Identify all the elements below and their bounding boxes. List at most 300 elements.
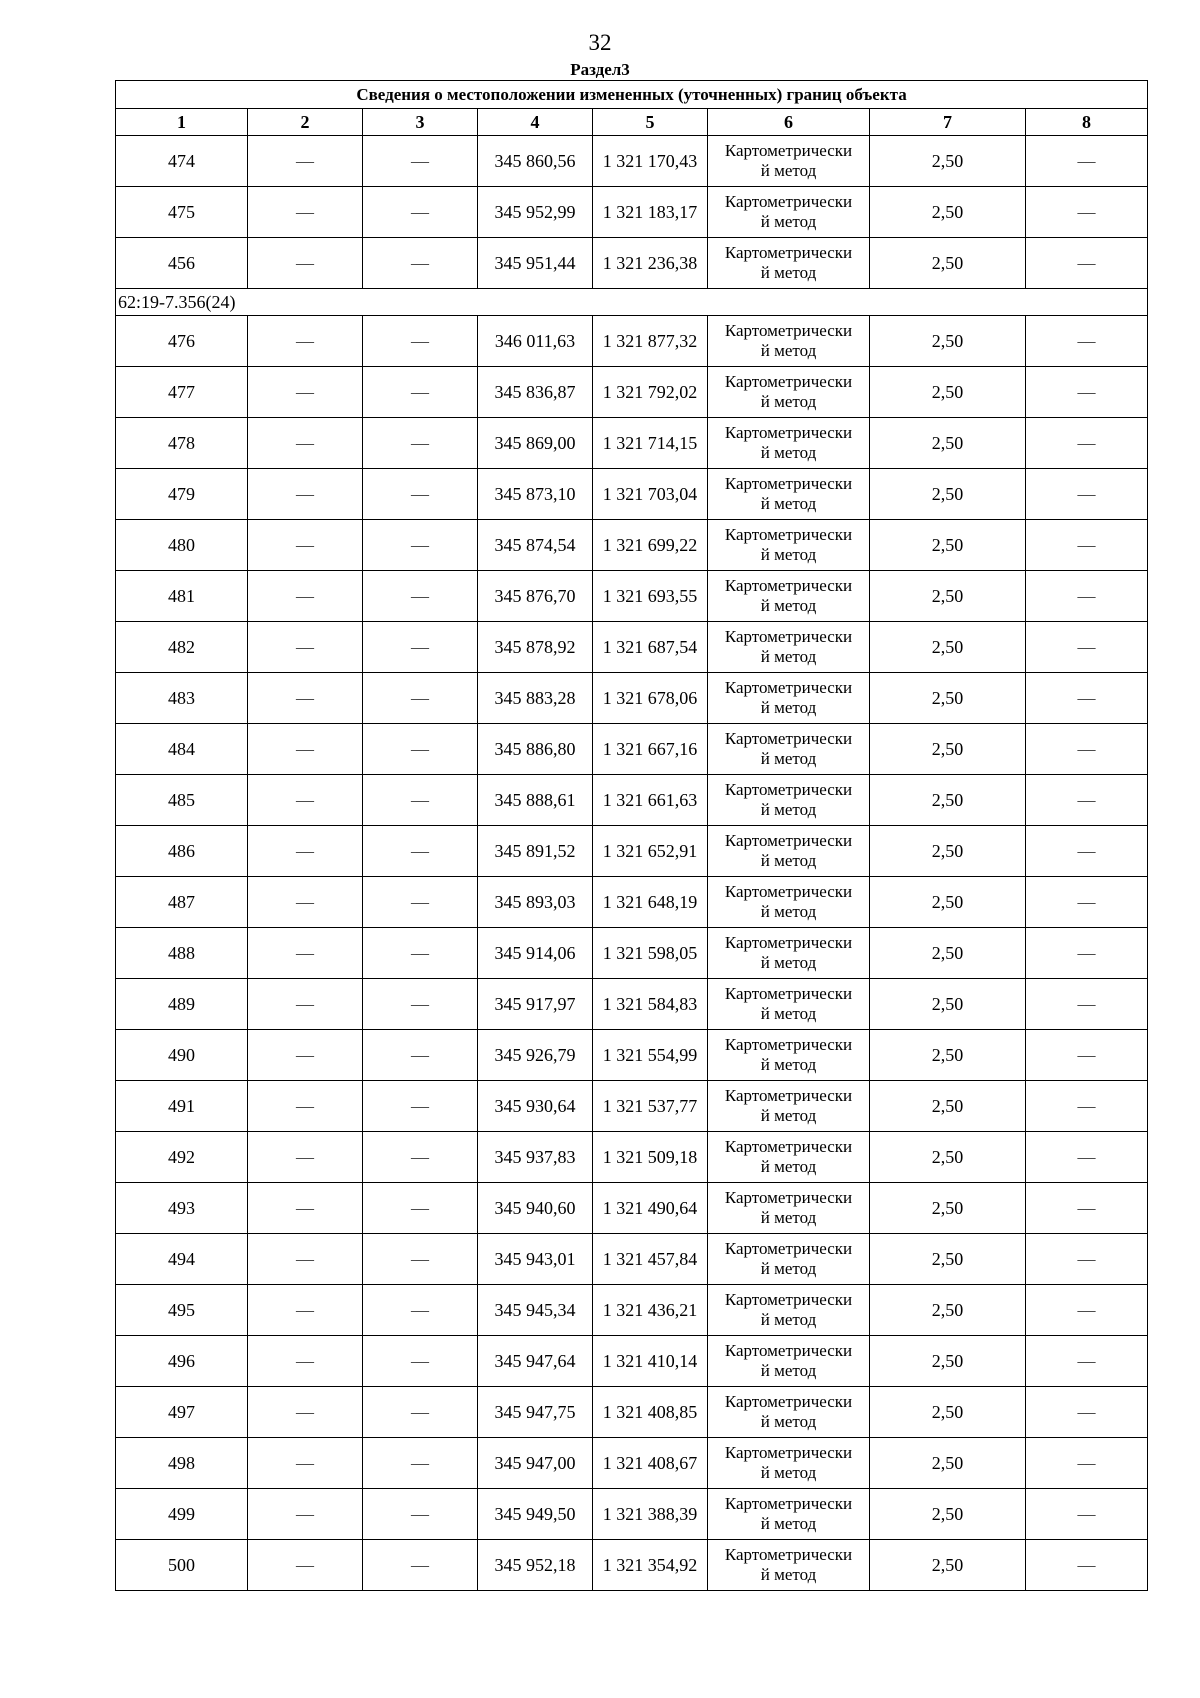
accuracy: 2,50 bbox=[870, 1336, 1026, 1387]
point-number: 476 bbox=[116, 316, 248, 367]
col2-empty-dash: — bbox=[248, 928, 363, 979]
accuracy: 2,50 bbox=[870, 187, 1026, 238]
coordinate-x: 345 926,79 bbox=[478, 1030, 593, 1081]
col8-empty-dash: — bbox=[1026, 1132, 1148, 1183]
method-line-2: й метод bbox=[760, 1106, 817, 1125]
coordinate-y: 1 321 236,38 bbox=[593, 238, 708, 289]
method-line-2: й метод bbox=[760, 1157, 817, 1176]
col8-empty-dash: — bbox=[1026, 1285, 1148, 1336]
method-line-2: й метод bbox=[760, 161, 817, 180]
column-header-2: 2 bbox=[248, 109, 363, 136]
accuracy: 2,50 bbox=[870, 469, 1026, 520]
method-cell bbox=[708, 1438, 870, 1489]
table-row bbox=[116, 1285, 1148, 1336]
col3-empty-dash: — bbox=[363, 1489, 478, 1540]
method-line-2: й метод bbox=[760, 1259, 817, 1278]
coordinate-x: 345 947,00 bbox=[478, 1438, 593, 1489]
col2-empty-dash: — bbox=[248, 187, 363, 238]
coordinate-x: 345 949,50 bbox=[478, 1489, 593, 1540]
method-line-1: Картометрически bbox=[724, 141, 853, 160]
method-line-1: Картометрически bbox=[724, 882, 853, 901]
coordinate-x: 345 888,61 bbox=[478, 775, 593, 826]
coordinate-y: 1 321 408,67 bbox=[593, 1438, 708, 1489]
col3-empty-dash: — bbox=[363, 316, 478, 367]
col2-empty-dash: — bbox=[248, 775, 363, 826]
method-line-1: Картометрически bbox=[724, 627, 853, 646]
table-row bbox=[116, 826, 1148, 877]
col8-empty-dash: — bbox=[1026, 367, 1148, 418]
method-line-2: й метод bbox=[760, 800, 817, 819]
col2-empty-dash: — bbox=[248, 1285, 363, 1336]
coordinate-x: 345 914,06 bbox=[478, 928, 593, 979]
table-row bbox=[116, 1030, 1148, 1081]
method-line-1: Картометрически bbox=[724, 1341, 853, 1360]
table-caption: Сведения о местоположении измененных (уточненных) границ объекта bbox=[116, 81, 1148, 109]
col2-empty-dash: — bbox=[248, 1336, 363, 1387]
col8-empty-dash: — bbox=[1026, 1387, 1148, 1438]
method-line-2: й метод bbox=[760, 1055, 817, 1074]
point-number: 474 bbox=[116, 136, 248, 187]
column-header-1: 1 bbox=[116, 109, 248, 136]
group-header-row bbox=[116, 289, 1148, 316]
accuracy: 2,50 bbox=[870, 1234, 1026, 1285]
coordinate-y: 1 321 652,91 bbox=[593, 826, 708, 877]
coordinate-x: 345 917,97 bbox=[478, 979, 593, 1030]
accuracy: 2,50 bbox=[870, 1285, 1026, 1336]
coordinate-y: 1 321 714,15 bbox=[593, 418, 708, 469]
method-cell bbox=[708, 979, 870, 1030]
accuracy: 2,50 bbox=[870, 1081, 1026, 1132]
coordinate-x: 346 011,63 bbox=[478, 316, 593, 367]
method-line-1: Картометрически bbox=[724, 192, 853, 211]
col8-empty-dash: — bbox=[1026, 1438, 1148, 1489]
method-cell bbox=[708, 367, 870, 418]
method-line-2: й метод bbox=[760, 1412, 817, 1431]
col8-empty-dash: — bbox=[1026, 469, 1148, 520]
col8-empty-dash: — bbox=[1026, 1540, 1148, 1591]
col8-empty-dash: — bbox=[1026, 238, 1148, 289]
col3-empty-dash: — bbox=[363, 1438, 478, 1489]
method-cell bbox=[708, 469, 870, 520]
method-line-1: Картометрически bbox=[724, 729, 853, 748]
col3-empty-dash: — bbox=[363, 571, 478, 622]
coordinate-x: 345 874,54 bbox=[478, 520, 593, 571]
coordinate-y: 1 321 877,32 bbox=[593, 316, 708, 367]
column-header-7: 7 bbox=[870, 109, 1026, 136]
method-line-2: й метод bbox=[760, 494, 817, 513]
method-line-1: Картометрически bbox=[724, 474, 853, 493]
method-cell bbox=[708, 418, 870, 469]
col8-empty-dash: — bbox=[1026, 979, 1148, 1030]
table-row bbox=[116, 316, 1148, 367]
col8-empty-dash: — bbox=[1026, 520, 1148, 571]
point-number: 482 bbox=[116, 622, 248, 673]
method-cell bbox=[708, 928, 870, 979]
table-row bbox=[116, 1183, 1148, 1234]
method-cell bbox=[708, 316, 870, 367]
coordinate-y: 1 321 667,16 bbox=[593, 724, 708, 775]
table-row bbox=[116, 1081, 1148, 1132]
method-line-1: Картометрически bbox=[724, 1188, 853, 1207]
col8-empty-dash: — bbox=[1026, 673, 1148, 724]
accuracy: 2,50 bbox=[870, 826, 1026, 877]
col2-empty-dash: — bbox=[248, 1438, 363, 1489]
method-cell bbox=[708, 238, 870, 289]
col2-empty-dash: — bbox=[248, 367, 363, 418]
col3-empty-dash: — bbox=[363, 136, 478, 187]
coordinate-y: 1 321 554,99 bbox=[593, 1030, 708, 1081]
table-row bbox=[116, 724, 1148, 775]
coordinate-y: 1 321 457,84 bbox=[593, 1234, 708, 1285]
accuracy: 2,50 bbox=[870, 979, 1026, 1030]
point-number: 495 bbox=[116, 1285, 248, 1336]
col8-empty-dash: — bbox=[1026, 724, 1148, 775]
col8-empty-dash: — bbox=[1026, 136, 1148, 187]
col3-empty-dash: — bbox=[363, 775, 478, 826]
coordinate-x: 345 943,01 bbox=[478, 1234, 593, 1285]
coordinate-x: 345 940,60 bbox=[478, 1183, 593, 1234]
col8-empty-dash: — bbox=[1026, 775, 1148, 826]
method-line-1: Картометрически bbox=[724, 1035, 853, 1054]
method-line-2: й метод bbox=[760, 1514, 817, 1533]
method-line-1: Картометрически bbox=[724, 576, 853, 595]
table-row bbox=[116, 979, 1148, 1030]
table-row bbox=[116, 673, 1148, 724]
col3-empty-dash: — bbox=[363, 238, 478, 289]
method-line-1: Картометрически bbox=[724, 678, 853, 697]
table-row bbox=[116, 469, 1148, 520]
col2-empty-dash: — bbox=[248, 622, 363, 673]
coordinate-y: 1 321 436,21 bbox=[593, 1285, 708, 1336]
coordinate-y: 1 321 648,19 bbox=[593, 877, 708, 928]
method-cell bbox=[708, 187, 870, 238]
page-number: 32 bbox=[588, 30, 612, 55]
method-cell bbox=[708, 1489, 870, 1540]
col2-empty-dash: — bbox=[248, 1030, 363, 1081]
method-cell bbox=[708, 1540, 870, 1591]
point-number: 486 bbox=[116, 826, 248, 877]
accuracy: 2,50 bbox=[870, 775, 1026, 826]
col2-empty-dash: — bbox=[248, 1234, 363, 1285]
table-row bbox=[116, 775, 1148, 826]
coordinate-y: 1 321 537,77 bbox=[593, 1081, 708, 1132]
accuracy: 2,50 bbox=[870, 1489, 1026, 1540]
coordinate-y: 1 321 584,83 bbox=[593, 979, 708, 1030]
method-cell bbox=[708, 1336, 870, 1387]
col8-empty-dash: — bbox=[1026, 826, 1148, 877]
coordinate-y: 1 321 388,39 bbox=[593, 1489, 708, 1540]
coordinate-x: 345 952,18 bbox=[478, 1540, 593, 1591]
column-header-row bbox=[116, 109, 1148, 136]
method-line-2: й метод bbox=[760, 1208, 817, 1227]
table-row bbox=[116, 187, 1148, 238]
coordinate-y: 1 321 598,05 bbox=[593, 928, 708, 979]
method-line-2: й метод bbox=[760, 392, 817, 411]
table-row bbox=[116, 238, 1148, 289]
method-line-1: Картометрически bbox=[724, 321, 853, 340]
col3-empty-dash: — bbox=[363, 724, 478, 775]
group-header-filler bbox=[248, 289, 1148, 316]
method-line-1: Картометрически bbox=[724, 1086, 853, 1105]
coordinate-y: 1 321 490,64 bbox=[593, 1183, 708, 1234]
accuracy: 2,50 bbox=[870, 724, 1026, 775]
accuracy: 2,50 bbox=[870, 1030, 1026, 1081]
method-line-2: й метод bbox=[760, 341, 817, 360]
accuracy: 2,50 bbox=[870, 1183, 1026, 1234]
col2-empty-dash: — bbox=[248, 1387, 363, 1438]
col8-empty-dash: — bbox=[1026, 1183, 1148, 1234]
method-line-1: Картометрически bbox=[724, 1239, 853, 1258]
col2-empty-dash: — bbox=[248, 877, 363, 928]
coordinate-y: 1 321 661,63 bbox=[593, 775, 708, 826]
col3-empty-dash: — bbox=[363, 1030, 478, 1081]
col3-empty-dash: — bbox=[363, 418, 478, 469]
col2-empty-dash: — bbox=[248, 1183, 363, 1234]
method-cell bbox=[708, 1030, 870, 1081]
col8-empty-dash: — bbox=[1026, 1081, 1148, 1132]
table-body bbox=[116, 136, 1148, 1591]
point-number: 499 bbox=[116, 1489, 248, 1540]
col8-empty-dash: — bbox=[1026, 1234, 1148, 1285]
point-number: 489 bbox=[116, 979, 248, 1030]
method-line-1: Картометрически bbox=[724, 780, 853, 799]
method-line-1: Картометрически bbox=[724, 423, 853, 442]
accuracy: 2,50 bbox=[870, 571, 1026, 622]
method-cell bbox=[708, 1285, 870, 1336]
coordinate-y: 1 321 354,92 bbox=[593, 1540, 708, 1591]
section-title: Раздел3 bbox=[570, 60, 630, 79]
coordinate-x: 345 947,75 bbox=[478, 1387, 593, 1438]
method-line-1: Картометрически bbox=[724, 933, 853, 952]
method-line-1: Картометрически bbox=[724, 1545, 853, 1564]
table-row bbox=[116, 1540, 1148, 1591]
coordinate-x: 345 947,64 bbox=[478, 1336, 593, 1387]
col3-empty-dash: — bbox=[363, 826, 478, 877]
col8-empty-dash: — bbox=[1026, 1030, 1148, 1081]
accuracy: 2,50 bbox=[870, 928, 1026, 979]
method-cell bbox=[708, 520, 870, 571]
point-number: 498 bbox=[116, 1438, 248, 1489]
col3-empty-dash: — bbox=[363, 877, 478, 928]
col8-empty-dash: — bbox=[1026, 187, 1148, 238]
point-number: 481 bbox=[116, 571, 248, 622]
col2-empty-dash: — bbox=[248, 673, 363, 724]
method-line-1: Картометрически bbox=[724, 243, 853, 262]
method-line-1: Картометрически bbox=[724, 1290, 853, 1309]
point-number: 485 bbox=[116, 775, 248, 826]
method-line-1: Картометрически bbox=[724, 372, 853, 391]
coordinate-x: 345 860,56 bbox=[478, 136, 593, 187]
table-row bbox=[116, 1336, 1148, 1387]
point-number: 479 bbox=[116, 469, 248, 520]
col3-empty-dash: — bbox=[363, 622, 478, 673]
col2-empty-dash: — bbox=[248, 136, 363, 187]
point-number: 500 bbox=[116, 1540, 248, 1591]
point-number: 497 bbox=[116, 1387, 248, 1438]
col2-empty-dash: — bbox=[248, 469, 363, 520]
col2-empty-dash: — bbox=[248, 1132, 363, 1183]
point-number: 484 bbox=[116, 724, 248, 775]
table-row bbox=[116, 136, 1148, 187]
point-number: 475 bbox=[116, 187, 248, 238]
col8-empty-dash: — bbox=[1026, 1489, 1148, 1540]
column-header-8: 8 bbox=[1026, 109, 1148, 136]
point-number: 487 bbox=[116, 877, 248, 928]
method-line-2: й метод bbox=[760, 1361, 817, 1380]
accuracy: 2,50 bbox=[870, 238, 1026, 289]
method-line-2: й метод bbox=[760, 212, 817, 231]
method-cell bbox=[708, 136, 870, 187]
col3-empty-dash: — bbox=[363, 1285, 478, 1336]
accuracy: 2,50 bbox=[870, 136, 1026, 187]
accuracy: 2,50 bbox=[870, 1132, 1026, 1183]
coordinate-x: 345 873,10 bbox=[478, 469, 593, 520]
accuracy: 2,50 bbox=[870, 520, 1026, 571]
method-cell bbox=[708, 1132, 870, 1183]
method-cell bbox=[708, 1081, 870, 1132]
method-cell bbox=[708, 775, 870, 826]
table-row bbox=[116, 1387, 1148, 1438]
col8-empty-dash: — bbox=[1026, 622, 1148, 673]
col3-empty-dash: — bbox=[363, 1234, 478, 1285]
method-cell bbox=[708, 826, 870, 877]
coordinate-x: 345 878,92 bbox=[478, 622, 593, 673]
col2-empty-dash: — bbox=[248, 724, 363, 775]
col3-empty-dash: — bbox=[363, 979, 478, 1030]
col2-empty-dash: — bbox=[248, 979, 363, 1030]
method-cell bbox=[708, 1387, 870, 1438]
method-line-2: й метод bbox=[760, 1310, 817, 1329]
col2-empty-dash: — bbox=[248, 571, 363, 622]
point-number: 490 bbox=[116, 1030, 248, 1081]
method-cell bbox=[708, 673, 870, 724]
col3-empty-dash: — bbox=[363, 1336, 478, 1387]
col2-empty-dash: — bbox=[248, 520, 363, 571]
col2-empty-dash: — bbox=[248, 316, 363, 367]
coordinate-x: 345 869,00 bbox=[478, 418, 593, 469]
coordinate-x: 345 951,44 bbox=[478, 238, 593, 289]
table-row bbox=[116, 622, 1148, 673]
col3-empty-dash: — bbox=[363, 1387, 478, 1438]
point-number: 493 bbox=[116, 1183, 248, 1234]
coordinate-x: 345 930,64 bbox=[478, 1081, 593, 1132]
col8-empty-dash: — bbox=[1026, 877, 1148, 928]
col2-empty-dash: — bbox=[248, 1540, 363, 1591]
table-row bbox=[116, 1438, 1148, 1489]
coordinate-y: 1 321 170,43 bbox=[593, 136, 708, 187]
table-row bbox=[116, 418, 1148, 469]
coordinate-x: 345 876,70 bbox=[478, 571, 593, 622]
method-line-2: й метод bbox=[760, 1004, 817, 1023]
coordinate-x: 345 893,03 bbox=[478, 877, 593, 928]
col3-empty-dash: — bbox=[363, 367, 478, 418]
col3-empty-dash: — bbox=[363, 1132, 478, 1183]
method-line-2: й метод bbox=[760, 263, 817, 282]
column-header-5: 5 bbox=[593, 109, 708, 136]
coordinate-x: 345 891,52 bbox=[478, 826, 593, 877]
coordinate-x: 345 883,28 bbox=[478, 673, 593, 724]
column-header-3: 3 bbox=[363, 109, 478, 136]
coordinate-y: 1 321 693,55 bbox=[593, 571, 708, 622]
col3-empty-dash: — bbox=[363, 928, 478, 979]
table-row bbox=[116, 571, 1148, 622]
method-line-1: Картометрически bbox=[724, 525, 853, 544]
point-number: 478 bbox=[116, 418, 248, 469]
table-row bbox=[116, 928, 1148, 979]
col8-empty-dash: — bbox=[1026, 316, 1148, 367]
coordinate-x: 345 836,87 bbox=[478, 367, 593, 418]
point-number: 483 bbox=[116, 673, 248, 724]
col2-empty-dash: — bbox=[248, 826, 363, 877]
coordinate-y: 1 321 408,85 bbox=[593, 1387, 708, 1438]
table-row bbox=[116, 520, 1148, 571]
method-line-2: й метод bbox=[760, 953, 817, 972]
accuracy: 2,50 bbox=[870, 1540, 1026, 1591]
col3-empty-dash: — bbox=[363, 187, 478, 238]
table-row bbox=[116, 1489, 1148, 1540]
method-line-2: й метод bbox=[760, 596, 817, 615]
accuracy: 2,50 bbox=[870, 367, 1026, 418]
col3-empty-dash: — bbox=[363, 1183, 478, 1234]
coordinate-y: 1 321 699,22 bbox=[593, 520, 708, 571]
coordinate-y: 1 321 509,18 bbox=[593, 1132, 708, 1183]
col2-empty-dash: — bbox=[248, 1081, 363, 1132]
table-row bbox=[116, 367, 1148, 418]
method-line-2: й метод bbox=[760, 647, 817, 666]
col3-empty-dash: — bbox=[363, 469, 478, 520]
coordinate-y: 1 321 410,14 bbox=[593, 1336, 708, 1387]
point-number: 492 bbox=[116, 1132, 248, 1183]
col2-empty-dash: — bbox=[248, 238, 363, 289]
col2-empty-dash: — bbox=[248, 418, 363, 469]
col8-empty-dash: — bbox=[1026, 1336, 1148, 1387]
accuracy: 2,50 bbox=[870, 316, 1026, 367]
point-number: 456 bbox=[116, 238, 248, 289]
method-cell bbox=[708, 1234, 870, 1285]
method-cell bbox=[708, 724, 870, 775]
method-line-1: Картометрически bbox=[724, 984, 853, 1003]
method-cell bbox=[708, 877, 870, 928]
method-line-1: Картометрически bbox=[724, 1392, 853, 1411]
accuracy: 2,50 bbox=[870, 418, 1026, 469]
point-number: 491 bbox=[116, 1081, 248, 1132]
col3-empty-dash: — bbox=[363, 673, 478, 724]
table-row bbox=[116, 877, 1148, 928]
point-number: 477 bbox=[116, 367, 248, 418]
point-number: 494 bbox=[116, 1234, 248, 1285]
coordinate-y: 1 321 687,54 bbox=[593, 622, 708, 673]
accuracy: 2,50 bbox=[870, 1387, 1026, 1438]
coordinate-y: 1 321 183,17 bbox=[593, 187, 708, 238]
method-line-1: Картометрически bbox=[724, 1494, 853, 1513]
coordinate-y: 1 321 792,02 bbox=[593, 367, 708, 418]
column-header-6: 6 bbox=[708, 109, 870, 136]
table-row bbox=[116, 1234, 1148, 1285]
method-line-2: й метод bbox=[760, 443, 817, 462]
method-cell bbox=[708, 622, 870, 673]
method-line-1: Картометрически bbox=[724, 1137, 853, 1156]
method-line-2: й метод bbox=[760, 851, 817, 870]
col3-empty-dash: — bbox=[363, 520, 478, 571]
method-line-2: й метод bbox=[760, 902, 817, 921]
col8-empty-dash: — bbox=[1026, 571, 1148, 622]
coordinate-x: 345 886,80 bbox=[478, 724, 593, 775]
method-line-2: й метод bbox=[760, 749, 817, 768]
coordinate-x: 345 937,83 bbox=[478, 1132, 593, 1183]
coordinate-x: 345 945,34 bbox=[478, 1285, 593, 1336]
coordinate-y: 1 321 703,04 bbox=[593, 469, 708, 520]
col3-empty-dash: — bbox=[363, 1540, 478, 1591]
